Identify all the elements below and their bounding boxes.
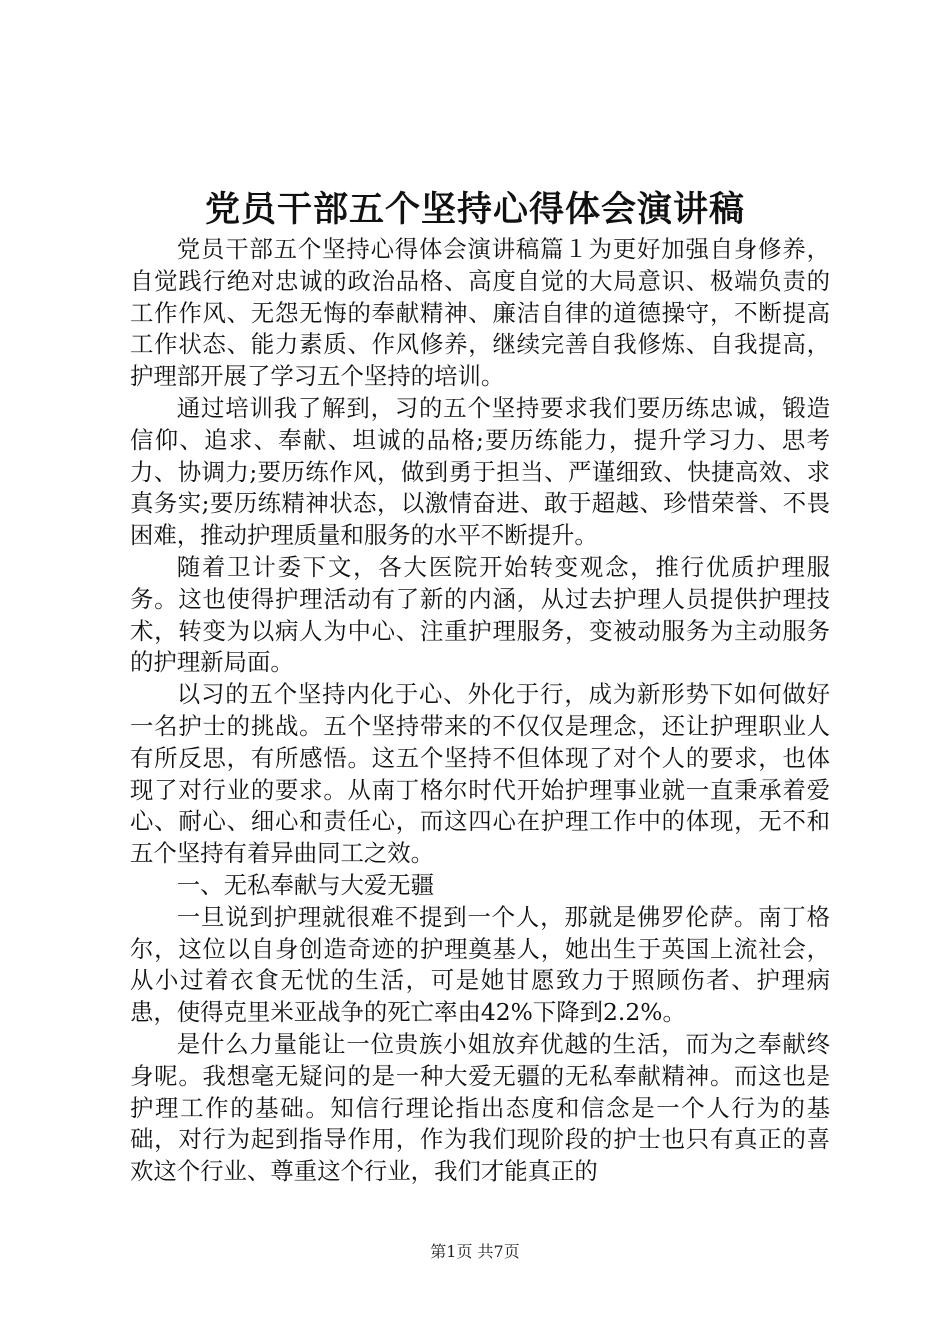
document-body: [130, 234, 830, 1188]
page-footer: 第1页 共7页: [430, 1242, 520, 1261]
document-title: 党员干部五个坚持心得体会演讲稿: [204, 189, 745, 230]
paragraph: 以习的五个坚持内化于心、外化于行，成为新形势下如何做好一名护士的挑战。五个坚持带来的不仅仅是理念，还让护理职业人有所反思，有所感悟。这五个坚持不但体现了对个人的要求，也体现了对行业的要求。从南丁格尔时代开始护理事业就一直秉承着爱心、耐心、细心和责任心，而这四心在护理工作中的体现，无不和五个坚持有着异曲同工之效。: [130, 680, 830, 868]
paragraph: 通过培训我了解到，习的五个坚持要求我们要历练忠诚，锻造信仰、追求、奉献、坦诚的品格;要历练能力，提升学习力、思考力、协调力;要历练作风，做到勇于担当、严谨细致、快捷高效、求真务实;要历练精神状态，以激情奋进、敢于超越、珍惜荣誉、不畏困难，推动护理质量和服务的水平不断提升。: [130, 393, 830, 550]
paragraph: 是什么力量能让一位贵族小姐放弃优越的生活，而为之奉献终身呢。我想毫无疑问的是一种大爱无疆的无私奉献精神。而这也是护理工作的基础。知信行理论指出态度和信念是一个人行为的基础，对行为起到指导作用，作为我们现阶段的护士也只有真正的喜欢这个行业、尊重这个行业，我们才能真正的: [130, 1029, 830, 1186]
section-heading: 一、无私奉献与大爱无疆: [176, 870, 435, 899]
paragraph: 随着卫计委下文，各大医院开始转变观念，推行优质护理服务。这也使得护理活动有了新的内涵，从过去护理人员提供护理技术，转变为以病人为中心、注重护理服务，变被动服务为主动服务的护理新局面。: [130, 552, 830, 677]
paragraph: 党员干部五个坚持心得体会演讲稿篇１为更好加强自身修养，自觉践行绝对忠诚的政治品格、高度自觉的大局意识、极端负责的工作作风、无怨无悔的奉献精神、廉洁自律的道德操守，不断提高工作状态、能力素质、作风修养，继续完善自我修炼、自我提高，护理部开展了学习五个坚持的培训。: [130, 235, 830, 391]
paragraph: 一旦说到护理就很难不提到一个人，那就是佛罗伦萨。南丁格尔，这位以自身创造奇迹的护理奠基人，她出生于英国上流社会，从小过着衣食无忧的生活，可是她甘愿致力于照顾伤者、护理病患，使得克里米亚战争的死亡率由42%下降到2.2%。: [130, 902, 830, 1027]
